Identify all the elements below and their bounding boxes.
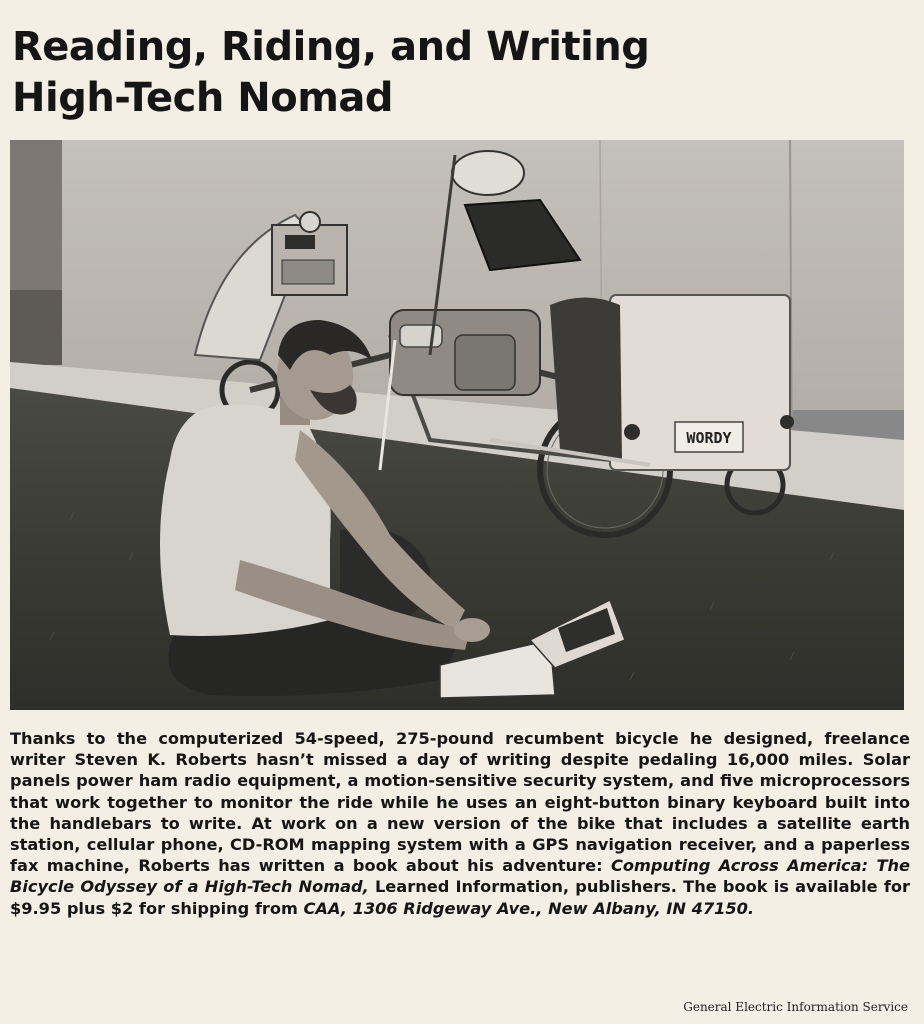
- photo: [10, 140, 904, 710]
- article-text-part-1: Thanks to the computerized 54-speed, 275-pound recumbent bicycle he designed, freelance writer Steven K. Roberts hasn’t missed a day of writing despite pedaling 16,000 miles. Solar panels power ham radio equipment, a motion-sensitive security system, and five microprocessors that work together to monitor the ride while he uses an eight-button binary keyboard built into the handlebars to write. At work on a new version of the bike that includes a satellite earth station, cellular phone, CD-ROM mapping system with a GPS navigation receiver, and a paperless fax machine, Roberts has written a book about his adventure:: [10, 729, 910, 876]
- photo-illustration: [10, 140, 904, 710]
- article-body: [10, 728, 910, 919]
- headline-line-2: High-Tech Nomad: [12, 75, 393, 121]
- article-text-part-2: Learned Information, publishers. The book is available for $9.95 plus $2 for shipping from: [10, 877, 910, 918]
- book-title: Computing Across America: The Bicycle Odyssey of a High-Tech Nomad,: [10, 856, 910, 897]
- license-plate-text: WORDY: [686, 429, 732, 447]
- headline-line-1: Reading, Riding, and Writing: [12, 24, 650, 70]
- photo-credit: General Electric Information Service: [683, 1000, 908, 1014]
- helmet: [452, 151, 524, 195]
- headline: [12, 22, 912, 124]
- mailing-address: CAA, 1306 Ridgeway Ave., New Albany, IN 47150.: [303, 898, 755, 918]
